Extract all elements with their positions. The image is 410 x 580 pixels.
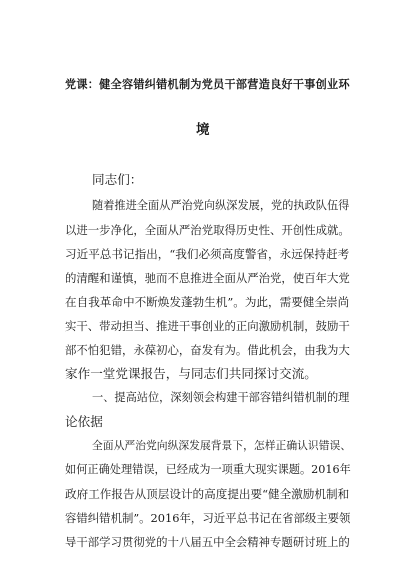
section-heading-line: 一、提高站位，深刻领会构建干部容错纠错机制的理 (92, 391, 350, 404)
body-line: 容错纠错机制”。2016年，习近平总书记在省部级主要领 (65, 511, 351, 525)
body-line: 如何正确处理错误，已经成为一项重大现实课题。2016年 (65, 463, 351, 476)
body-line: 以进一步净化，全面从严治党取得历史性、开创性成就。 (65, 223, 350, 237)
greeting: 同志们： (92, 172, 143, 187)
body-line: 习近平总书记指出，“我们必须高度警省，永远保持赶考 (65, 247, 350, 261)
document-title-line-2: 境 (196, 122, 210, 138)
document-title-line-1: 党课：健全容错纠错机制为党员干部营造良好干事创业环 (65, 78, 350, 91)
body-line: 政府工作报告从顶层设计的高度提出要“健全激励机制和 (65, 487, 350, 501)
body-line: 部不怕犯错，永葆初心，奋发有为。借此机会，由我为大 (65, 343, 350, 357)
body-line: 全面从严治党向纵深发展背景下，怎样正确认识错误、 (92, 439, 352, 452)
body-line: 实干、带动担当、推进干事创业的正向激励机制，鼓励干 (65, 319, 350, 333)
section-heading-line: 论依据 (65, 414, 103, 429)
body-line: 随着推进全面从严治党向纵深发展，党的执政队伍得 (92, 199, 350, 212)
body-line: 在自我革命中不断焕发蓬勃生机”。为此，需要健全崇尚 (65, 295, 350, 309)
body-line: 导干部学习贯彻党的十八届五中全会精神专题研讨班上的 (65, 535, 350, 549)
body-line: 的清醒和谨慎，驰而不息推进全面从严治党，使百年大党 (65, 271, 350, 285)
body-line: 家作一堂党课报告，与同志们共同探讨交流。 (65, 366, 317, 381)
